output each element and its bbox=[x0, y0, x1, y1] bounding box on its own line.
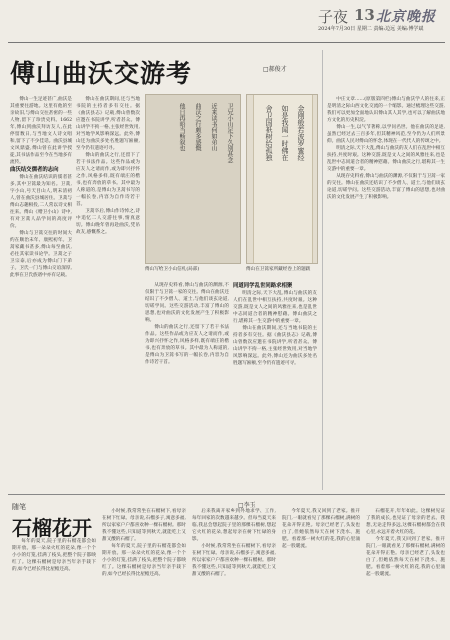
paragraph: 今年夏天,我又回到了老家。推开院门,一眼就看见了那棵石榴树,满树的花朵开得正艳。母亲已经老了,头发也白了,但她依然每天在树下浇水、施肥。看着那一树火红的花,我的心里涌起一股暖流。 bbox=[366, 537, 445, 577]
paragraph: 卫蒿卒后,傅山作诗悼之,诗中追忆二人交游往事,情真意切。傅山晚年曾再赴曲沃,凭吊故友,感慨系之。 bbox=[76, 209, 140, 235]
paragraph: 从现存史料看,傅山与曲沃的渊源,不仅限于与卫蒿一家的交往。傅山在曲沃还结识了不少僧人、道士,与他们谈玄论道,切磋学问。这些交游活动,丰富了傅山的思想,也对曲沃的文化发展产生了积极影响。 bbox=[145, 283, 229, 323]
newspaper-logo: 北京晚报 bbox=[376, 9, 436, 25]
paragraph: 明清之际,天下大乱,傅山与曲沃的友人们在乱世中相互扶持,共度时艰。这种交游,既是文人之间的风雅往来,也是乱世中志同道合者的精神慰藉。傅山曲沃之行,堪称其一生交游中的重要一章。 bbox=[233, 291, 317, 324]
calligraphy-text: 卫兄小山足下久别甚念 bbox=[226, 103, 233, 163]
calligraphy-text: 近来读书何如弟山 bbox=[210, 103, 217, 151]
paragraph: 石榴花开,年年如此。这棵树见证了我的成长,也见证了母亲的老去。我想,无论走得多远,这棵石榴树都会在我心里,永远开着火红的花。 bbox=[366, 509, 445, 535]
paragraph: 小时候,我常常坐在石榴树下,看母亲在树下忙碌。母亲说,石榴多子,寓意多福,所以家家户户都喜欢种一棵石榴树。那时我不懂这些,只知道等到秋天,就能吃上又甜又酸的石榴了。 bbox=[102, 509, 186, 542]
article-byline: □李玉 bbox=[238, 502, 256, 509]
paragraph: 傅山在曲沃期间,还与当地书院的主持者多有交往。据《曲沃县志》记载,傅山曾数次应邀在书院讲学,听者甚众。傅山讲学不拘一格,主张经世致用,对当地学风影响深远。此外,傅山还为曲沃多处名胜题写匾额,至今仍有遗迹可寻。 bbox=[233, 326, 317, 366]
article-column bbox=[10, 96, 72, 490]
paragraph: 从现存史料看,傅山与曲沃的渊源,不仅限于与卫蒿一家的交往。傅山在曲沃还结识了不少僧人、道士,与他们谈玄论道,切磋学问。这些交游活动,丰富了傅山的思想,也对曲沃的文化发展产生了积极影响。 bbox=[327, 174, 445, 200]
section-name: 子夜 bbox=[318, 8, 349, 26]
paragraph: 傅山一生足迹甚广,曲沃是其重要往游地。这里有他的至亲故旧,与傅山交往甚密的一些人物,留下了珍贵史料。1662年,傅山到曲沃拜访友人,在此停留数日,与当地文人诗文唱和,留下了不少佳话。曲沃县城文风鼎盛,傅山曾在此讲学授徒,其书法作品至今在当地多有流传。 bbox=[10, 97, 72, 165]
issue-info: 2024年7月30日 星期二 责编:边远 美编:傅学斌 bbox=[318, 26, 424, 32]
calligraphy-text: 他日再晤当畅叙也 bbox=[178, 103, 185, 151]
subheading: 同道同学乱世同路求相聚 bbox=[233, 283, 293, 289]
paragraph: 傅山在曲沃结识的儒者甚多,其中卫蒿最为知名。卫蒿,字小山,号天目山人,明末清初人,曾在曲沃县城居住。卫蒿与傅山志趣相投,二人常以诗文相往来。傅山《赠卫小山》诗中,有对卫蒿人品学问的高度评价。 bbox=[10, 175, 72, 229]
letter-photo bbox=[145, 94, 241, 264]
subheading: 曲沃结交儒者的志向 bbox=[10, 167, 59, 173]
calligraphy-text: 曲沃之行颇多感慨 bbox=[194, 103, 201, 151]
calligraphy-text: 金刚般若波罗蜜经 bbox=[297, 105, 305, 161]
article-column bbox=[282, 508, 360, 634]
article-column bbox=[233, 282, 317, 490]
paragraph: 每年的夏天,院子里的石榴花都会如期开放。那一朵朵火红的花朵,像一个个小小的灯笼,挂满了枝头,把整个院子都映红了。这棵石榴树是母亲当年亲手栽下的,如今已经长得比屋檐还高。 bbox=[12, 539, 96, 572]
article-column bbox=[327, 96, 445, 490]
article-column bbox=[145, 282, 229, 490]
paragraph: 中庄文章……(原版第四栏)傅山与曲沃学人的往来,正是明清之际山西文化交流的一个缩影。通过梳理这些交游,我们可以更加全面地认识傅山其人其学,也可以了解曲沃地方文化的历史积淀。 bbox=[327, 97, 445, 123]
paragraph: 小时候,我常常坐在石榴树下,看母亲在树下忙碌。母亲说,石榴多子,寓意多福,所以家家户户都喜欢种一棵石榴树。那时我不懂这些,只知道等到秋天,就能吃上又甜又酸的石榴了。 bbox=[192, 544, 276, 577]
article-title: 傅山曲沃交游考 bbox=[10, 59, 193, 88]
header-rule bbox=[8, 42, 445, 43]
article-column bbox=[76, 96, 140, 490]
paragraph: 明清之际,天下大乱,傅山与曲沃的友人们在乱世中相互扶持,共度时艰。这种交游,既是文人之间的风雅往来,也是乱世中志同道合者的精神慰藉。傅山曲沃之行,堪称其一生交游中的重要一章。 bbox=[327, 146, 445, 172]
photo-caption: 傅山在卫蒿家所藏经卷上的题跋 bbox=[246, 267, 311, 272]
paragraph: 今年夏天,我又回到了老家。推开院门,一眼就看见了那棵石榴树,满树的花朵开得正艳。母亲已经老了,头发也白了,但她依然每天在树下浇水、施肥。看着那一树火红的花,我的心里涌起一股暖流。 bbox=[282, 509, 360, 549]
paragraph: 傅山在曲沃期间,还与当地书院的主持者多有交往。据《曲沃县志》记载,傅山曾数次应邀在书院讲学,听者甚众。傅山讲学不拘一格,主张经世致用,对当地学风影响深远。此外,傅山还为曲沃多处名胜题写匾额,至今仍有遗迹可寻。 bbox=[76, 97, 140, 151]
article-column bbox=[366, 508, 445, 634]
article-byline: □郝俊才 bbox=[263, 66, 287, 73]
paragraph: 傅山的曲沃之行,还留下了若干书法作品。这些作品或为应友人之请而作,或为即兴抒怀之作,风格多样,既有端庄的楷书,也有奔放的草书。其中最为人称道的,是傅山为卫蒿书写的一幅长卷,内容为自作诗若干首。 bbox=[145, 325, 229, 365]
article-column bbox=[192, 508, 276, 634]
photo-caption: 傅山写给卫小山信札(局部) bbox=[145, 267, 200, 272]
scroll-photo bbox=[246, 94, 318, 264]
column-tag: 随笔 bbox=[12, 503, 26, 511]
paragraph: 傅山的曲沃之行,还留下了若干书法作品。这些作品或为应友人之请而作,或为即兴抒怀之作,风格多样,既有端庄的楷书,也有奔放的草书。其中最为人称道的,是傅山为卫蒿书写的一幅长卷,内容为自作诗若干首。 bbox=[76, 153, 140, 207]
calligraphy-text: 如是我闻一时佛在 bbox=[281, 105, 289, 161]
section-divider bbox=[8, 494, 445, 495]
paragraph: 后来我离开家乡到外地求学、工作,每年回家的次数越来越少。但每当夏天来临,我总会想起院子里的那棵石榴树,想起它火红的花朵,想起母亲在树下忙碌的身影。 bbox=[192, 509, 276, 542]
column-separator bbox=[322, 50, 323, 490]
article-title: 石榴花开 bbox=[12, 516, 92, 540]
paragraph: 傅山与卫蒿交往的时间大约在顺治末年、康熙初年。卫蒿家藏书甚多,傅山每至曲沃,必往其家读书论学。卫蒿之子卫宗泰,后亦成为傅山门下弟子。卫氏一门与傅山交谊深厚,此事在卫氏族谱中亦有记载。 bbox=[10, 231, 72, 278]
paragraph: 傅山一生,以气节著称,以学问名世。他在曲沃的足迹,虽然已经过去三百多年,但其精神风范,至今仍为人们所景仰。曲沃人民对傅山的怀念,体现在一代代人的传颂之中。 bbox=[327, 125, 445, 144]
article-column bbox=[102, 508, 186, 634]
article-column bbox=[12, 538, 96, 634]
calligraphy-text: 舍卫国祇树给孤独 bbox=[265, 105, 273, 161]
paragraph: 每年的夏天,院子里的石榴花都会如期开放。那一朵朵火红的花朵,像一个个小小的灯笼,挂满了枝头,把整个院子都映红了。这棵石榴树是母亲当年亲手栽下的,如今已经长得比屋檐还高。 bbox=[102, 544, 186, 577]
page-header bbox=[318, 6, 446, 38]
page-number: 13 bbox=[354, 6, 375, 24]
